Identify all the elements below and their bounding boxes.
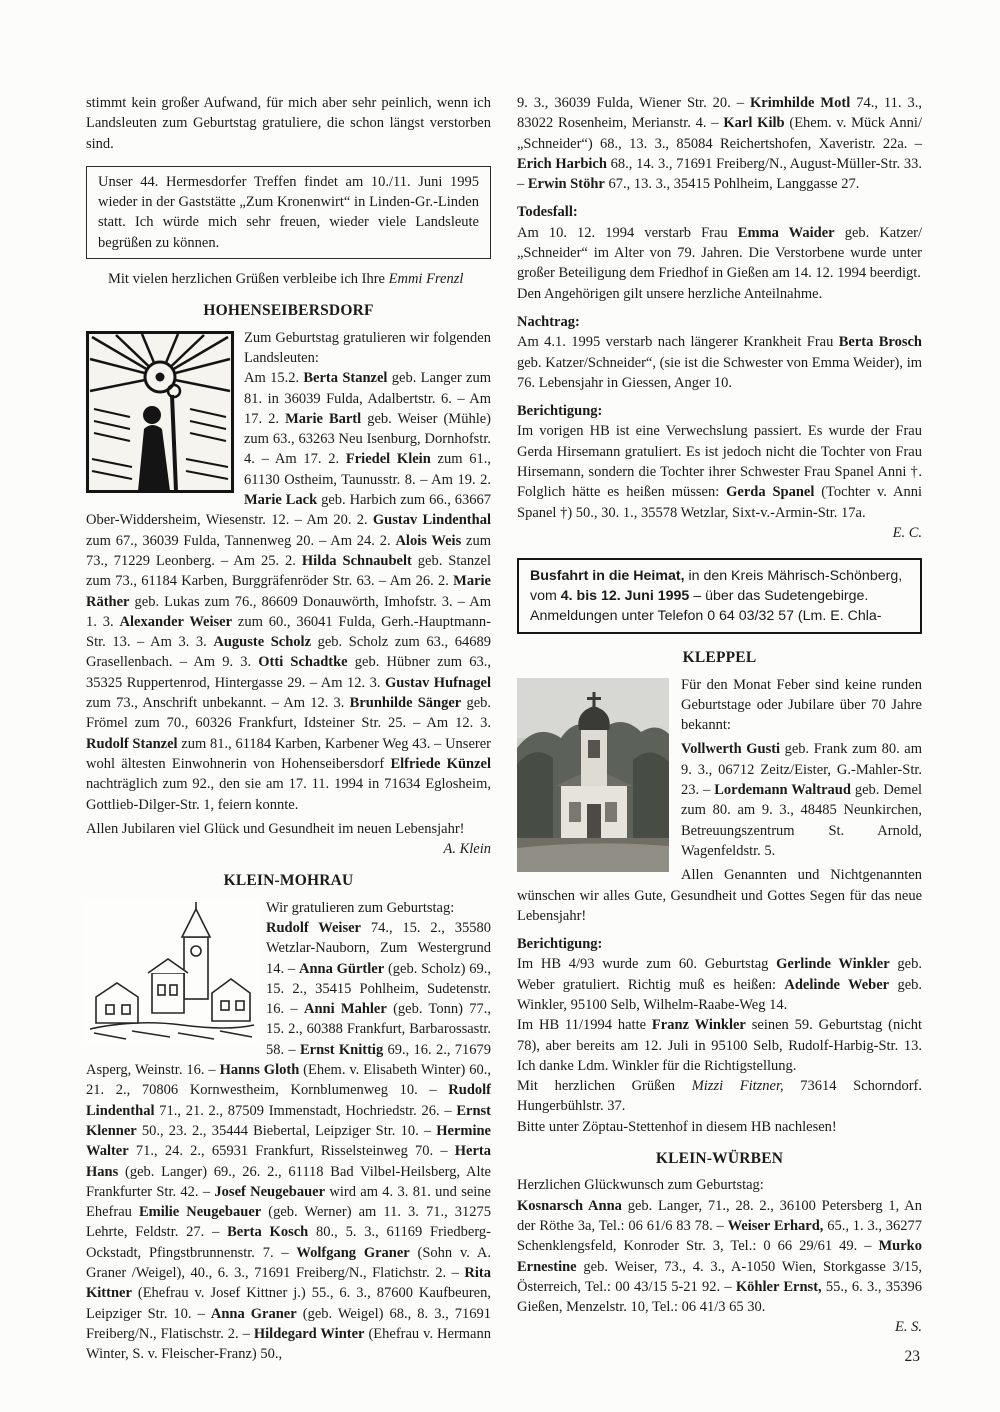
klein-wuerben-body: Kosnarsch Anna geb. Langer, 71., 28. 2., 36100 Petersberg 1, An der Röthe 3a, Tel.: 06 61/6 83 78. – Weiser Erhard, 65., 1. 3., 36277 Schenklengsfeld, Konroder Str. 3, Tel.: 0 66 29/61 49. – Murko Ernestine geb. Weiser, 73., 4. 3., A-1050 Wien, Storkgasse 3/15, Österreich, Tel.: 00 43/15 5-21 92. – Köhler Ernst, 55., 6. 3., 35396 Gießen, Menzelstr. 10, Tel.: 06 41/3 65 30.	[517, 1197, 923, 1316]
klein-wuerben-signature: E. S.	[895, 1319, 922, 1336]
hohenseibersdorf-birthday-list: Am 15.2. Berta Stanzel geb. Langer zum 81. in 36039 Fulda, Adalbertstr. 6. – Am 17. 2. Marie Bartl geb. Weiser (Mühle) zum 63., 63263 Neu Isenburg, Dornhofstr. 4. – Am 17. 2. Friedel Klein zum 61., 61130 Ostheim, Taunusstr. 8. – Am 19. 2. Marie Lack geb. Harbich zum 66., 63667 Ober-Widdersheim, Wiesenstr. 12. – Am 20. 2. Gustav Lindenthal zum 67., 36039 Fulda, Tannenweg 20. – Am 24. 2. Alois Weis zum 73., 71229 Leonberg. – Am 25. 2. Hilda Schnaubelt geb. Stanzel zum 73., 61184 Karben, Burggräfenröder Str. 63. – Am 26. 2. Marie Räther geb. Lukas zum 76., 86609 Donauwörth, Imhofstr. 3. – Am 1. 3. Alexander Weiser zum 60., 36041 Fulda, Gerh.-Hauptmann-Str. 13. – Am 3. 3. Auguste Scholz geb. Scholz zum 63., 64689 Grasellenbach. – Am 9. 3. Otti Schadtke geb. Hübner zum 63., 35325 Ruppertenrod, Hintergasse 29. – Am 12. 3. Gustav Hufnagel zum 73., Anschrift unbekannt. – Am 12. 3. Brunhilde Sänger geb. Frömel zum 70., 60326 Frankfurt, Idsteiner Str. 25. – Am 12. 3. Rudolf Stanzel zum 81., 61184 Karben, Karbener Weg 43. – Unserer wohl ältesten Einwohnerin von Hohenseibersdorf Elfriede Künzel nachträglich zum 92., den sie am 17. 11. 1994 in 71634 Eglosheim, Gottlieb-Dilger-Str. 1, feiern konnte.	[86, 370, 492, 813]
hohenseibersdorf-signature: A. Klein	[443, 841, 491, 858]
berichtigung2-para4: Bitte unter Zöptau-Stettenhof in diesem HB nachlesen!	[517, 1118, 837, 1135]
berichtigung1-body: Im vorigen HB ist eine Verwechslung passiert. Es wurde der Frau Gerda Hirsemann gratuliert. Es ist jedoch nicht die Tochter von Frau Hirsemann, sondern die Tochter ihrer Schwester Frau Spanel Anni †. Folglich hätte es heißen müssen: Gerda Spanel (Tochter v. Anni Spanel †) 50., 30. 1., 35578 Wetzlar, Sixt-v.-Armin-Str. 17a.	[517, 423, 922, 521]
kleppel-wish: Allen Genannten und Nichtgenannten wünschen wir alles Gute, Gesundheit und Gottes Segen für das neue Lebensjahr!	[517, 867, 922, 924]
klein-wuerben-intro: Herzlichen Glückwunsch zum Geburtstag:	[517, 1177, 764, 1194]
woodcut-sun-figure-image	[86, 331, 234, 493]
berichtigung2-para1: Im HB 4/93 wurde zum 60. Geburtstag Gerlinde Winkler geb. Weber gratuliert. Richtig muß es heißen: Adelinde Weber geb. Winkler, 95100 Selb, Wilhelm-Raabe-Weg 14.	[517, 956, 923, 1013]
village-church-drawing-image	[86, 901, 258, 1045]
left-column	[86, 93, 491, 1365]
berichtigung1-heading: Berichtigung:	[517, 403, 603, 420]
bus-trip-text: Busfahrt in die Heimat, in den Kreis Mährisch-Schönberg, vom 4. bis 12. Juni 1995 – über das Sudetengebirge. Anmeldungen unter Telefon 0 64 03/32 57 (Lm. E. Chla-	[530, 568, 903, 625]
klein-wuerben-heading: KLEIN-WÜRBEN	[655, 1150, 784, 1168]
closing-line: Mit vielen herzlichen Grüßen verbleibe ich Ihre Emmi Frenzl	[108, 271, 464, 288]
bus-trip-announcement-box	[517, 558, 922, 634]
todesfall-heading: Todesfall:	[517, 204, 578, 221]
berichtigung2-para2: Im HB 11/1994 hatte Franz Winkler seinen 59. Geburtstag (nicht 78), aber bereits am 12. Juli in 95100 Selb, Rudolf-Harbig-Str. 13. Ich danke Ldm. Winkler für die Richtigstellung.	[517, 1017, 922, 1074]
meeting-notice-box	[86, 166, 491, 259]
hohenseibersdorf-wish: Allen Jubilaren viel Glück und Gesundheit im neuen Lebensjahr!	[86, 820, 465, 837]
hohenseibersdorf-intro: Zum Geburtstag gratulieren wir folgenden Landsleuten:	[244, 329, 491, 366]
hohenseibersdorf-heading: HOHENSEIBERSDORF	[203, 302, 374, 320]
berichtigung2-para3: Mit herzlichen Grüßen Mizzi Fitzner, 73614 Schorndorf. Hungerbühlstr. 37.	[517, 1078, 922, 1115]
section-kleppel	[517, 648, 922, 926]
right-column	[517, 93, 922, 1338]
page-number: 23	[904, 1348, 920, 1365]
kleppel-birthday-list: Vollwerth Gusti geb. Frank zum 80. am 9. 3., 06712 Zeitz/Eister, G.-Mahler-Str. 23. – Lordemann Waltraud geb. Demel zum 80. am 9. 3., 48485 Neunkirchen, Betreuungszentrum St. Arnold, Wagenfeldstr. 5.	[681, 741, 922, 859]
berichtigung1-signature: E. C.	[892, 524, 922, 541]
todesfall-body: Am 10. 12. 1994 verstarb Frau Emma Waider geb. Katzer/„Schneider“ im Alter von 79. Jahren. Die Verstorbene wurde unter großer Beteiligung dem Friedhof in Gießen am 14. 12. 1994 beerdigt.	[517, 224, 923, 282]
kleppel-intro: Für den Monat Feber sind keine runden Geburtstage oder Jubilare über 70 Jahre bekannt:	[681, 676, 922, 734]
section-klein-wuerben	[517, 1149, 922, 1338]
section-hohenseibersdorf	[86, 301, 491, 859]
klein-mohrau-continued: 9. 3., 36039 Fulda, Wiener Str. 20. – Krimhilde Motl 74., 11. 3., 83022 Rosenheim, Merianstr. 4. – Karl Kilb (Ehem. v. Mück Anni/„Schneider“) 68., 13. 3., 85084 Reichertshofen, Xaveristr. 22a. – Erich Harbich 68., 14. 3., 71691 Freiberg/N., August-Müller-Str. 33. – Erwin Stöhr 67., 13. 3., 35415 Pohlheim, Langgasse 27.	[517, 95, 922, 193]
klein-mohrau-intro: Wir gratulieren zum Geburtstag:	[266, 899, 455, 916]
chapel-onion-dome-photo-image	[517, 678, 669, 872]
nachtrag-body: Am 4.1. 1995 verstarb nach längerer Krankheit Frau Berta Brosch geb. Katzer/Schneider“, (sie ist die Schwester von Emma Weider), im 76. Lebensjahr in Giessen, Anger 10.	[517, 334, 922, 391]
meeting-notice-text: Unser 44. Hermesdorfer Treffen findet am 10./11. Juni 1995 wieder in der Gaststätte „Zum Kronenwirt“ in Linden-Gr.-Linden statt. Ich würde mich sehr freuen, wieder viele Landsleute begrüßen zu können.	[98, 173, 479, 251]
kleppel-heading: KLEPPEL	[682, 649, 757, 667]
section-klein-mohrau	[86, 871, 491, 1364]
todesfall-body2: Den Angehörigen gilt unsere herzliche Anteilnahme.	[517, 285, 823, 302]
klein-mohrau-birthday-list: Rudolf Weiser 74., 15. 2., 35580 Wetzlar-Nauborn, Zum Westergrund 14. – Anna Gürtler (geb. Scholz) 69., 15. 2., 35415 Pohlheim, Sudetenstr. 16. – Anni Mahler (geb. Tonn) 77., 15. 2., 60388 Frankfurt, Barbarossastr. 58. – Ernst Knittig 69., 16. 2., 71679 Asperg, Weinstr. 16. – Hanns Gloth (Ehem. v. Elisabeth Winter) 60., 21. 2., 70806 Kornwestheim, Kornblumenweg 10. – Rudolf Lindenthal 71., 21. 2., 87509 Immenstadt, Hochriedstr. 26. – Ernst Klenner 50., 23. 2., 35444 Biebertal, Leipziger Str. 10. – Hermine Walter 71., 24. 2., 65931 Frankfurt, Risselsteinweg 70. – Herta Hans (geb. Langer) 69., 26. 2., 61118 Bad Vilbel-Heilsberg, Alte Frankfurter Str. 42. – Josef Neugebauer wird am 4. 3. 81. und seine Ehefrau Emilie Neugebauer (geb. Werner) am 11. 3. 71., 31275 Lehrte, Feldstr. 27. – Berta Kosch 80., 5. 3., 61169 Friedberg-Ockstadt, Pfingstbrunnenstr. 7. – Wolfgang Graner (Sohn v. A. Graner /Weigel), 40., 6. 3., 71691 Freiberg/N., Flatichstr. 2. – Rita Kittner (Ehefrau v. Josef Kittner j.) 55., 6. 3., 87600 Kaufbeuren, Leipziger Str. 10. – Anna Graner (geb. Weigel) 68., 8. 3., 71691 Freiberg/N., Flatischstr. 2. – Hildegard Winter (Ehefrau v. Hermann Winter, S. v. Fleischer-Franz) 50.,	[86, 919, 492, 1363]
klein-mohrau-heading: KLEIN-MOHRAU	[223, 872, 354, 890]
berichtigung2-heading: Berichtigung:	[517, 936, 603, 953]
nachtrag-heading: Nachtrag:	[517, 313, 580, 330]
intro-paragraph: stimmt kein großer Aufwand, für mich aber sehr peinlich, wenn ich Landsleuten zum Geburtstag gratuliere, die schon längst verstorben sind.	[86, 95, 491, 152]
